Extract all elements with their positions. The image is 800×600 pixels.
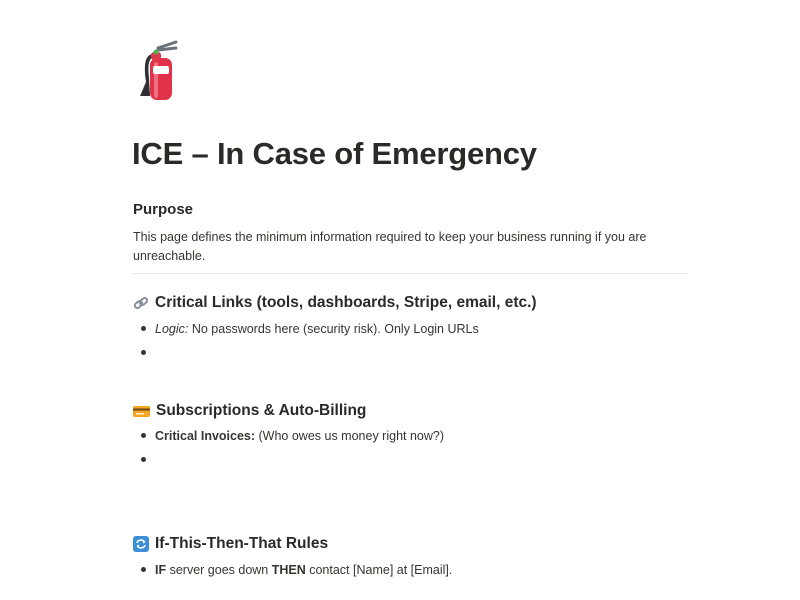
list-item[interactable] [141, 563, 452, 577]
item-label: Logic: [155, 322, 189, 336]
section-heading-critical-links[interactable] [133, 294, 537, 312]
bullet [141, 567, 146, 572]
purpose-text[interactable]: This page defines the minimum information required to keep your business running if you are unreachable. [133, 230, 647, 263]
list-item-empty[interactable] [141, 453, 155, 467]
list-item[interactable] [141, 429, 444, 443]
purpose-heading[interactable]: Purpose [133, 201, 194, 218]
if-keyword: IF [155, 563, 167, 577]
item-text: contact [Name] at [Email]. [305, 563, 453, 577]
section-heading-text: Subscriptions & Auto-Billing [156, 402, 367, 419]
repeat-icon [133, 536, 149, 552]
then-keyword: THEN [271, 563, 306, 577]
section-heading-ifttt[interactable] [133, 535, 328, 553]
link-icon [133, 295, 149, 311]
bullet [141, 350, 146, 355]
bullet [141, 457, 146, 462]
list-item-empty[interactable] [141, 346, 155, 360]
item-text: server goes down [166, 563, 272, 577]
item-label: Critical Invoices: [155, 429, 256, 443]
divider [133, 273, 688, 274]
bullet [141, 326, 146, 331]
item-text: (Who owes us money right now?) [255, 429, 445, 443]
fire-extinguisher-icon[interactable] [136, 38, 180, 102]
page-title[interactable]: ICE – In Case of Emergency [132, 136, 537, 171]
section-heading-text: If-This-Then-That Rules [155, 535, 329, 552]
section-heading-subscriptions[interactable] [133, 402, 366, 420]
section-heading-text: Critical Links (tools, dashboards, Stripe, email, etc.) [155, 294, 537, 311]
list-item[interactable] [141, 322, 479, 336]
bullet [141, 433, 146, 438]
item-text: No passwords here (security risk). Only Login URLs [188, 322, 479, 336]
credit-card-icon [133, 405, 150, 418]
